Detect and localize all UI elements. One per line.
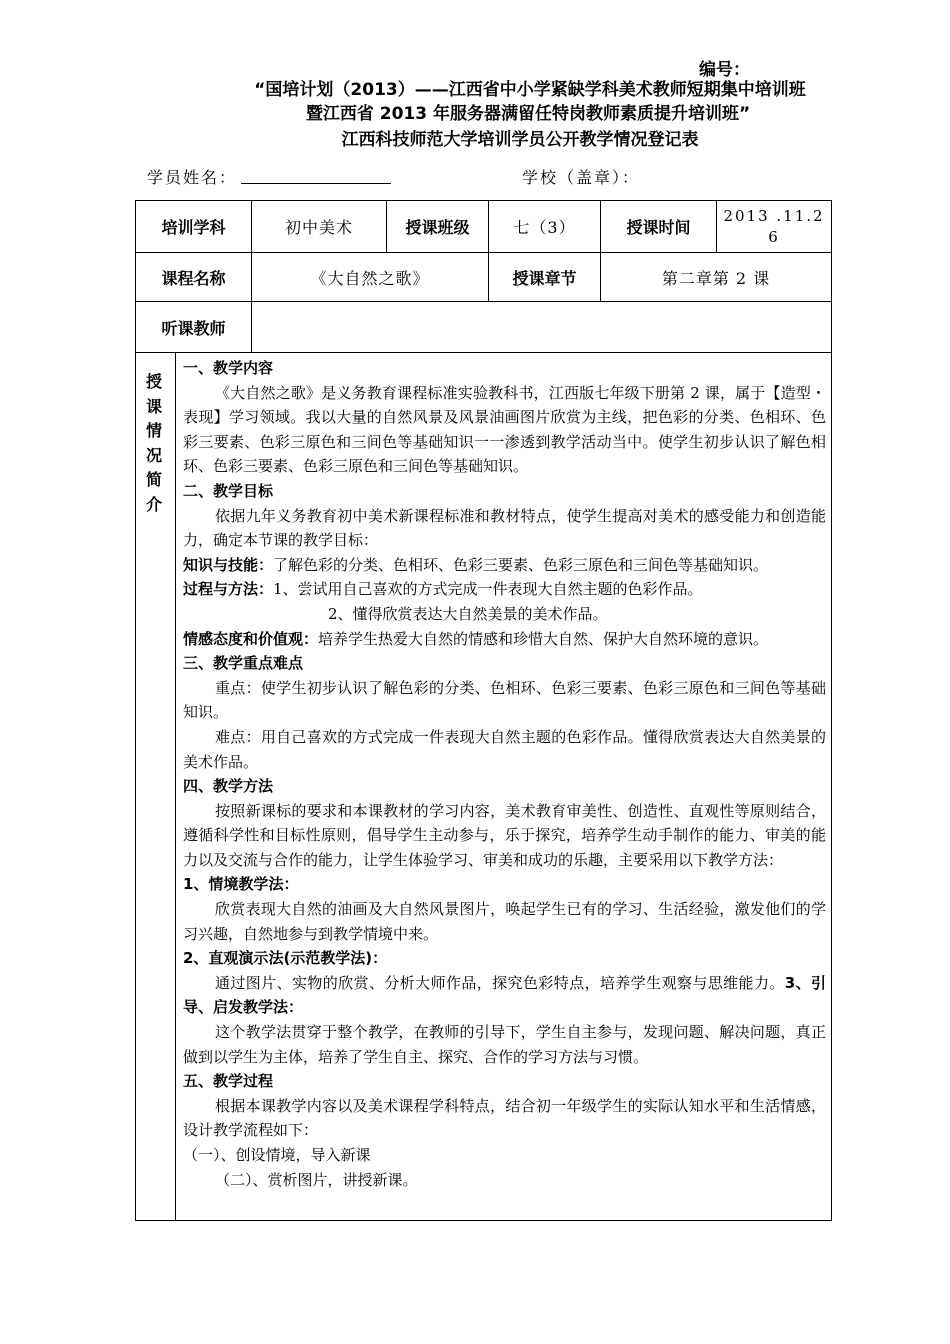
objective-label: 知识与技能： [183,555,274,574]
objective-knowledge [183,553,826,578]
chapter-label: 授课章节 [512,268,577,288]
school-stamp-label: 学校（盖章）： [522,168,641,187]
paragraph: 按照新课标的要求和本课教材的学习内容，美术教育审美性、创造性、直观性等原则结合，遵循科学性和目标性原则，倡导学生主动参与，乐于探究，培养学生动手制作的能力、审美的能力以及交流与合作的能力，让学生体验学习、审美和成功的乐趣，主要采用以下教学方法： [183,801,826,869]
paragraph [183,971,826,1020]
paragraph: 欣赏表现大自然的油画及大自然风景图片，唤起学生已有的学习、生活经验，激发他们的学习兴趣，自然地参与到教学情境中来。 [183,900,826,943]
summary-label-char: 简 [145,470,162,489]
class-label: 授课班级 [405,218,470,237]
lesson-summary-content [183,356,826,1192]
method-heading: 1、情境教学法： [183,875,299,894]
title-line-3: 江西科技师范大学培训学员公开教学情况登记表 [341,130,699,150]
summary-label-char: 况 [145,445,162,465]
listener-value-field[interactable] [252,302,831,352]
section-heading: 一、教学内容 [183,359,274,377]
paragraph: 这个教学法贯穿于整个教学，在教师的引导下，学生自主参与，发现问题、解决问题，真正做到以学生为主体，培养了学生自主、探究、合作的学习方法与习惯。 [183,1023,826,1066]
student-name-field[interactable] [241,183,391,184]
student-name-label: 学员姓名： [147,168,238,187]
summary-label-char: 授 [145,372,162,391]
title-line-2: 暨江西省 2013 年服务器满留任特岗教师素质提升培训班” [305,104,751,124]
paragraph: 根据本课教学内容以及美术课程学科特点，结合初一年级学生的实际认知水平和生活情感，设计教学流程如下： [183,1096,826,1140]
subject-label: 培训学科 [161,218,226,237]
objective-process [183,577,826,602]
method-heading: 3、引导、启发教学法： [183,973,827,1017]
serial-number-label: 编号： [699,60,750,80]
objective-process-2: 2、懂得欣赏表达大自然美景的美术作品。 [328,604,608,623]
process-step: （二）、赏析图片，讲授新课。 [215,1170,418,1189]
method-heading: 2、直观演示法(示范教学法)： [183,949,388,968]
listener-label: 听课教师 [161,318,226,338]
paragraph: 《大自然之歌》是义务教育课程标准实验教科书，江西版七年级下册第 2 课，属于【造型・表现】学习领域。我以大量的自然风景及风景油画图片欣赏为主线，把色彩的分类、色相环、色彩三要素、色彩三原色和三间色等基础知识一一渗透到教学活动当中。使学生初步认识了解色相环、色彩三要素、色彩三原色和三间色等基础知识。 [183,383,826,476]
process-step: （一）、创设情境，导入新课 [183,1146,371,1164]
objective-label: 过程与方法： [183,580,274,599]
summary-label-char: 课 [145,396,162,416]
section-heading: 四、教学方法 [183,777,274,796]
objective-text: 了解色彩的分类、色相环、色彩三要素、色彩三原色和三间色等基础知识。 [273,555,769,574]
lesson-summary-label [140,370,168,517]
time-value-line2: 6 [768,227,780,246]
course-label: 课程名称 [161,268,226,288]
objective-text: 1、尝试用自己喜欢的方式完成一件表现大自然主题的色彩作品。 [273,580,703,599]
section-heading: 二、教学目标 [183,481,274,500]
objective-text: 培养学生热爱大自然的情感和珍惜大自然、保护大自然环境的意识。 [318,629,769,648]
summary-label-char: 情 [145,421,162,440]
time-value-line1: 2013 .11.2 [723,206,825,225]
section-heading: 五、教学过程 [183,1072,274,1091]
chapter-value: 第二章第 2 课 [661,268,771,288]
subject-value: 初中美术 [284,218,353,237]
title-line-1: “国培计划（2013）——江西省中小学紧缺学科美术教师短期集中培训班 [254,80,806,100]
paragraph: 依据九年义务教育初中美术新课程标准和教材特点，使学生提高对美术的感受能力和创造能力，确定本节课的教学目标： [183,506,826,550]
paragraph: 重点：使学生初步认识了解色彩的分类、色相环、色彩三要素、色彩三原色和三间色等基础知识。 [183,678,826,722]
objective-emotion [183,627,826,652]
class-value: 七（3） [513,218,576,237]
paragraph: 难点：用自己喜欢的方式完成一件表现大自然主题的色彩作品。懂得欣赏表达大自然美景的美术作品。 [183,727,826,771]
time-label: 授课时间 [626,218,691,237]
method-text: 通过图片、实物的欣赏、分析大师作品，探究色彩特点，培养学生观察与思维能力。 [215,973,785,992]
course-value: 《大自然之歌》 [310,268,430,288]
section-heading: 三、教学重点难点 [183,654,304,673]
summary-label-char: 介 [145,494,162,514]
time-value [717,201,831,252]
objective-label: 情感态度和价值观： [183,629,319,648]
table-rule [175,352,176,1221]
table-rule [135,352,832,353]
